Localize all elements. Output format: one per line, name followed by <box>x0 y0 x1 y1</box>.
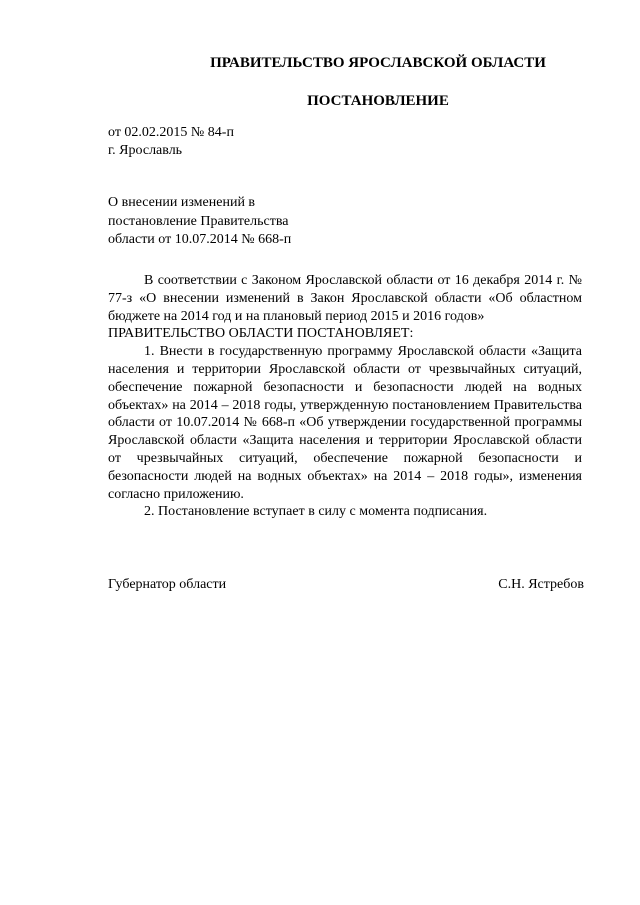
body-item-1: 1. Внести в государственную программу Ярославской области «Защита населения и территории Ярославской области от чрезвычайных ситуаций, обеспечение пожарной безопасности и безопасности людей на водных объектах» на 2014 – 2018 годы, утвержденную постановлением Правительства области от 10.07.2014 № 668-п «Об утверждении государственной программы Ярославской области «Защита населения и территории Ярославской области от чрезвычайных ситуаций, обеспечение пожарной безопасности и безопасности людей на водных объектах» на 2014 – 2018 годы», изменения согласно приложению. <box>108 344 582 502</box>
signature-name: С.Н. Ястребов <box>498 577 584 592</box>
document-meta <box>108 124 234 160</box>
subject-line-2: постановление Правительства <box>108 213 289 229</box>
document-organization: ПРАВИТЕЛЬСТВО ЯРОСЛАВСКОЙ ОБЛАСТИ <box>210 55 546 71</box>
body-item-2: 2. Постановление вступает в силу с момента подписания. <box>144 504 488 520</box>
subject-line-1: О внесении изменений в <box>108 195 256 210</box>
document-subject <box>108 194 291 250</box>
subject-line-3: области от 10.07.2014 № 668-п <box>108 232 292 247</box>
body-resolves: ПРАВИТЕЛЬСТВО ОБЛАСТИ ПОСТАНОВЛЯЕТ: <box>108 326 414 342</box>
document-date-number: от 02.02.2015 № 84-п <box>108 125 234 140</box>
document-type-title: ПОСТАНОВЛЕНИЕ <box>307 93 449 109</box>
document-body <box>108 272 582 521</box>
document-city: г. Ярославль <box>108 143 183 158</box>
body-preamble: В соответствии с Законом Ярославской области от 16 декабря 2014 г. № 77-з «О внесении изменений в Закон Ярославской области «Об областном бюджете на 2014 год и на плановый период 2015 и 2016 годов» <box>108 273 582 324</box>
signature-position: Губернатор области <box>108 577 227 592</box>
